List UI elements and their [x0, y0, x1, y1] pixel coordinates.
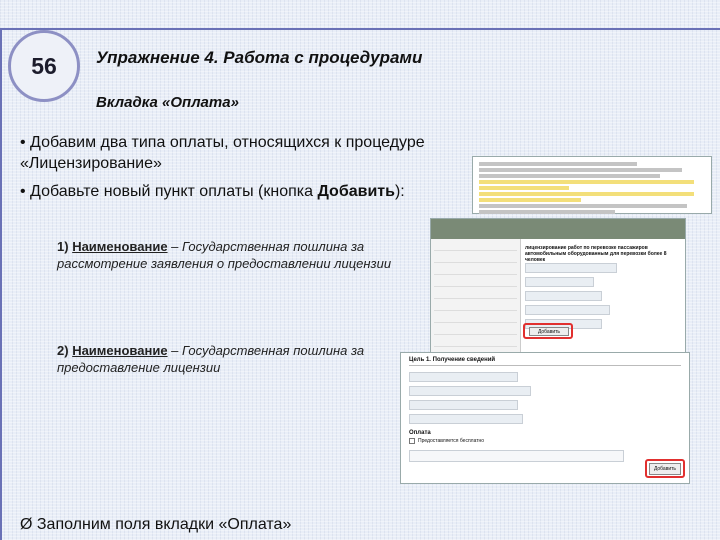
task-1-text: – Государственная пошлина за рассмотрение заявления о предоставлении лицензии [57, 239, 392, 271]
bullet-2-prefix: • Добавьте новый пункт оплаты (кнопка [20, 183, 318, 200]
slide-title: Упражнение 4. Работа с процедурами [96, 48, 423, 67]
screenshot-procedure-list [472, 156, 712, 214]
task-item-2 [57, 342, 417, 376]
editor-add-button[interactable]: Добавить [529, 327, 569, 336]
editor-add-highlight [523, 323, 573, 339]
screenshot-payment-tab [400, 352, 690, 484]
frame-left-line [0, 28, 2, 540]
bullet-2-suffix: ): [394, 183, 405, 200]
frame-top-line [0, 28, 720, 30]
payment-add-highlight [645, 459, 685, 478]
bottom-bullet: Ø Заполним поля вкладки «Оплата» [20, 516, 292, 533]
task-1-num: 1) [57, 239, 69, 254]
payment-free-label: Предоставляется бесплатно [418, 438, 485, 444]
slide-number: 56 [31, 52, 57, 79]
task-2-text: – Государственная пошлина за предоставление лицензии [57, 343, 365, 375]
editor-topbar [431, 219, 685, 239]
payment-free-checkbox[interactable] [409, 438, 415, 444]
task-1-label: Наименование [72, 239, 168, 254]
payment-add-button[interactable]: Добавить [649, 463, 681, 475]
slide-number-badge [8, 30, 80, 102]
bullet-2 [20, 181, 470, 202]
editor-heading: лицензирование работ по перевозке пассажиров автомобильным оборудованным для перевозки более 8 человек [525, 245, 667, 263]
slide-subtitle: Вкладка «Оплата» [96, 94, 239, 111]
editor-side-menu [431, 239, 521, 363]
bullet-2-bold: Добавить [317, 183, 395, 200]
bullet-1: • Добавим два типа оплаты, относящихся к процедуре «Лицензирование» [20, 134, 425, 172]
payment-section-label: Оплата [409, 430, 431, 436]
payment-row[interactable] [409, 450, 624, 462]
editor-form [525, 245, 679, 357]
task-2-num: 2) [57, 343, 69, 358]
payment-free-row [409, 438, 681, 444]
payment-header: Цель 1. Получение сведений [409, 357, 681, 366]
task-item-1 [57, 238, 417, 272]
screenshot-procedure-editor [430, 218, 686, 364]
task-2-label: Наименование [72, 343, 168, 358]
